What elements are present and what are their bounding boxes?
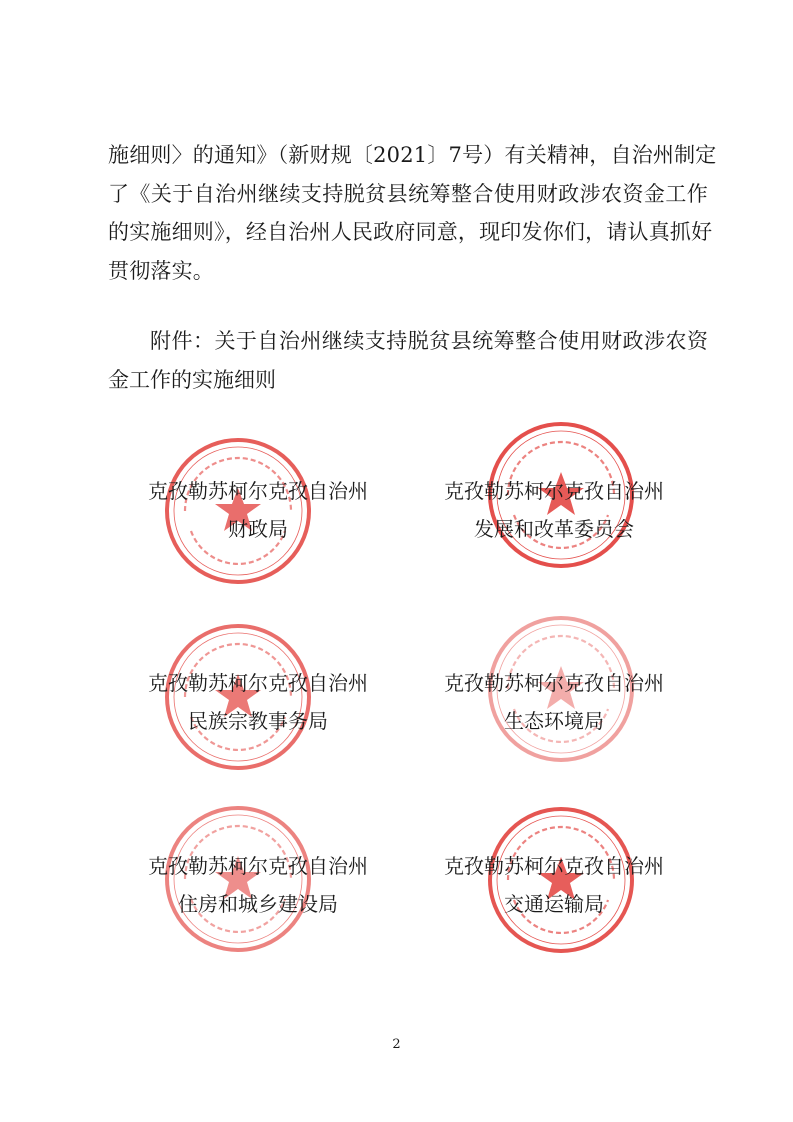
signatory-org-line: 克孜勒苏柯尔克孜自治州	[444, 671, 664, 695]
signatory-block	[414, 805, 694, 955]
signatory-dept-line: 住房和城乡建设局	[178, 892, 338, 916]
body-line: 了《关于自治州继续支持脱贫县统筹整合使用财政涉农资金工作	[108, 181, 708, 206]
attachment-line: 附件：关于自治州继续支持脱贫县统筹整合使用财政涉农资	[150, 329, 708, 353]
signatory-block	[118, 436, 398, 586]
signatory-block	[118, 622, 398, 772]
signatory-block	[414, 614, 694, 764]
signatory-org-line: 克孜勒苏柯尔克孜自治州	[444, 479, 664, 503]
signatory-name	[118, 847, 398, 923]
signatory-org-line: 克孜勒苏柯尔克孜自治州	[444, 854, 664, 878]
signatory-block	[414, 420, 694, 570]
signatory-name	[118, 664, 398, 740]
signatory-name	[118, 472, 398, 548]
signatory-dept-line: 交通运输局	[504, 892, 604, 916]
attachment-note	[108, 322, 708, 399]
body-line: 的实施细则》，经自治州人民政府同意，现印发你们，请认真抓好	[108, 220, 713, 244]
body-line: 贯彻落实。	[108, 258, 214, 283]
signatory-name	[414, 664, 694, 740]
signatory-org-line: 克孜勒苏柯尔克孜自治州	[148, 479, 368, 503]
attachment-line: 金工作的实施细则	[108, 367, 276, 392]
signatory-dept-line: 生态环境局	[504, 709, 604, 733]
body-line: 施细则〉的通知》（新财规〔2021〕7号）有关精神，自治州制定	[108, 143, 717, 167]
signatory-block	[118, 804, 398, 954]
signatory-name	[414, 847, 694, 923]
body-paragraph	[108, 136, 717, 290]
page-number: 2	[392, 1037, 401, 1052]
signatory-org-line: 克孜勒苏柯尔克孜自治州	[148, 671, 368, 695]
signatory-dept-line: 民族宗教事务局	[188, 709, 328, 733]
signatory-name	[414, 472, 694, 548]
signatory-org-line: 克孜勒苏柯尔克孜自治州	[148, 854, 368, 878]
signatory-dept-line: 财政局	[228, 517, 288, 541]
signatory-dept-line: 发展和改革委员会	[474, 517, 634, 541]
